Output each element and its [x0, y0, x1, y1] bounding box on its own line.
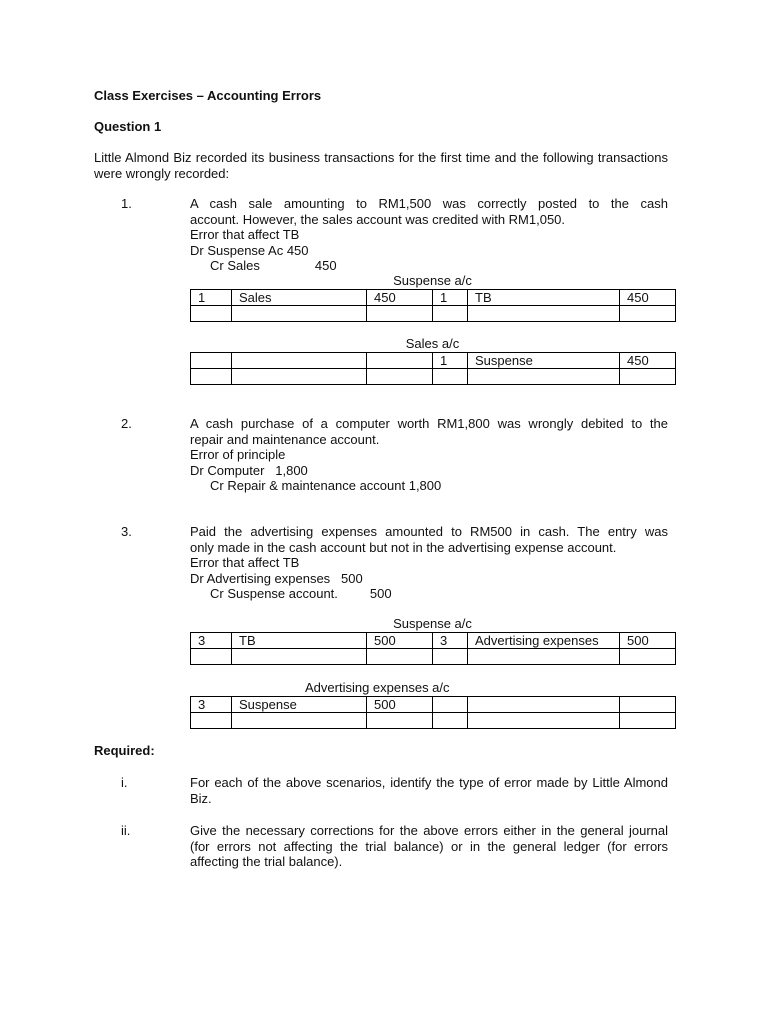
ledger-cell: 1 — [433, 290, 468, 306]
ledger-cell: 500 — [367, 633, 433, 649]
ledger-cell — [367, 353, 433, 369]
credit-entry — [190, 586, 668, 602]
item-text-line: Paid the advertising expenses amounted to RM500 in cash. The entry was — [190, 524, 668, 539]
ledger-cell — [468, 697, 620, 713]
ledger-table-suspense-1 — [190, 289, 676, 322]
ledger-cell: Advertising expenses — [468, 633, 620, 649]
ledger-cell — [232, 353, 367, 369]
ledger-cell — [620, 306, 676, 322]
item-text-line: A cash sale amounting to RM1,500 was correctly posted to the cash — [190, 196, 668, 211]
ledger-row — [191, 369, 676, 385]
ledger-cell — [191, 713, 232, 729]
required-heading: Required: — [94, 743, 155, 758]
ledger-cell: Suspense — [232, 697, 367, 713]
ledger-cell — [468, 306, 620, 322]
error-type: Error that affect TB — [190, 227, 300, 242]
error-type: Error that affect TB — [190, 555, 300, 570]
ledger-cell: TB — [232, 633, 367, 649]
item-1-body — [190, 196, 668, 274]
ledger-row — [191, 697, 676, 713]
ledger-cell — [191, 369, 232, 385]
ledger-table-sales — [190, 352, 676, 385]
ledger-cell: 500 — [367, 697, 433, 713]
item-number: 2. — [121, 416, 132, 431]
ledger-cell: 3 — [191, 697, 232, 713]
required-text: Give the necessary corrections for the above errors either in the general journal (for errors not affecting the trial balance) or in the general ledger (for errors affecting the trial balance). — [190, 823, 668, 869]
error-type: Error of principle — [190, 447, 286, 462]
ledger-cell — [232, 369, 367, 385]
ledger-cell — [232, 649, 367, 665]
ledger-cell: 450 — [367, 290, 433, 306]
ledger-cell: 1 — [191, 290, 232, 306]
credit-label: Cr Suspense account. — [210, 586, 338, 601]
item-text-line: A cash purchase of a computer worth RM1,800 was wrongly debited to the — [190, 416, 668, 431]
debit-entry: Dr Advertising expenses 500 — [190, 570, 363, 586]
question-heading: Question 1 — [94, 119, 162, 134]
credit-label: Cr Sales — [210, 258, 260, 273]
ledger-row — [191, 306, 676, 322]
ledger-cell — [468, 649, 620, 665]
item-text-line: account. However, the sales account was credited with RM1,050. — [190, 211, 566, 227]
ledger-cell — [367, 649, 433, 665]
ledger-cell — [191, 353, 232, 369]
ledger-cell — [367, 713, 433, 729]
ledger-cell: 3 — [433, 633, 468, 649]
ledger-cell — [232, 713, 367, 729]
ledger-cell — [620, 649, 676, 665]
ledger-cell — [367, 306, 433, 322]
ledger-cell — [468, 369, 620, 385]
ledger-cell: Suspense — [468, 353, 620, 369]
ledger-row — [191, 290, 676, 306]
ledger-cell — [191, 649, 232, 665]
ledger-table-advertising — [190, 696, 676, 729]
ledger-cell: Sales — [232, 290, 367, 306]
ledger-table-suspense-2 — [190, 632, 676, 665]
ledger-cell — [232, 306, 367, 322]
document-title: Class Exercises – Accounting Errors — [94, 88, 322, 103]
ledger-title: Suspense a/c — [393, 273, 472, 288]
item-text-line: only made in the cash account but not in the advertising expense account. — [190, 539, 617, 555]
credit-entry: Cr Repair & maintenance account 1,800 — [210, 478, 442, 493]
ledger-cell: TB — [468, 290, 620, 306]
item-2-body — [190, 416, 668, 494]
credit-entry — [190, 258, 668, 274]
ledger-title: Suspense a/c — [393, 616, 472, 631]
ledger-cell — [468, 713, 620, 729]
ledger-row — [191, 713, 676, 729]
ledger-cell — [620, 369, 676, 385]
ledger-cell: 3 — [191, 633, 232, 649]
ledger-cell — [191, 306, 232, 322]
item-text-line: repair and maintenance account. — [190, 431, 380, 447]
ledger-cell — [620, 697, 676, 713]
ledger-cell: 450 — [620, 353, 676, 369]
required-number: ii. — [121, 823, 131, 838]
question-intro: Little Almond Biz recorded its business transactions for the first time and the following transactions were wrongly recorded: — [94, 150, 668, 181]
ledger-cell — [433, 713, 468, 729]
ledger-cell: 500 — [620, 633, 676, 649]
item-number: 3. — [121, 524, 132, 539]
required-number: i. — [121, 775, 128, 790]
ledger-title: Sales a/c — [405, 336, 460, 351]
ledger-cell: 1 — [433, 353, 468, 369]
ledger-row — [191, 633, 676, 649]
required-text: For each of the above scenarios, identify the type of error made by Little Almond Biz. — [190, 775, 668, 806]
ledger-cell — [433, 306, 468, 322]
ledger-cell — [433, 369, 468, 385]
ledger-cell — [433, 697, 468, 713]
credit-amount: 450 — [314, 258, 337, 273]
debit-entry: Dr Computer 1,800 — [190, 462, 308, 478]
ledger-row — [191, 353, 676, 369]
ledger-title: Advertising expenses a/c — [305, 680, 450, 695]
ledger-cell — [620, 713, 676, 729]
credit-amount: 500 — [369, 586, 392, 601]
debit-entry: Dr Suspense Ac 450 — [190, 242, 309, 258]
item-3-body — [190, 524, 668, 602]
ledger-cell — [433, 649, 468, 665]
ledger-row — [191, 649, 676, 665]
item-number: 1. — [121, 196, 132, 211]
ledger-cell — [367, 369, 433, 385]
ledger-cell: 450 — [620, 290, 676, 306]
